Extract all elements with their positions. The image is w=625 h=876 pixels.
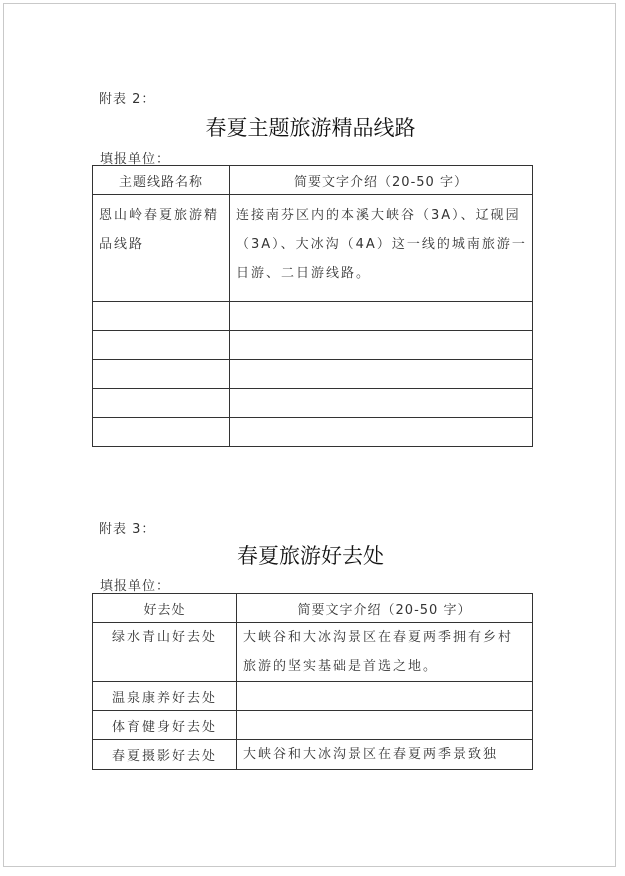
table-row-empty [93,302,533,331]
route-name-cell [93,195,230,302]
header-description: 简要文字介绍（20-50 字） [230,166,533,195]
route-name: 恩山岭春夏旅游精品线路 [99,208,220,252]
table-row [93,195,533,302]
table-row [93,623,533,682]
place-desc-cell [237,623,533,682]
table-header-row [93,166,533,195]
place-name: 体育健身好去处 [93,711,237,740]
place-name: 温泉康养好去处 [93,682,237,711]
header-place: 好去处 [93,594,237,623]
place-description: 大峡谷和大冰沟景区在春夏两季拥有乡村旅游的坚实基础是首选之地。 [243,630,514,674]
header-route-name: 主题线路名称 [93,166,230,195]
place-name: 春夏摄影好去处 [93,740,237,770]
appendix-3-label: 附表 3： [99,522,156,537]
table-row-empty [93,389,533,418]
table1-unit-label: 填报单位： [100,152,171,167]
table2-unit-label: 填报单位： [100,579,171,594]
document-page [3,3,616,867]
place-name-cell [93,623,237,682]
header-description: 简要文字介绍（20-50 字） [237,594,533,623]
place-description [237,682,533,711]
route-desc-cell [230,195,533,302]
place-name: 绿水青山好去处 [111,630,217,645]
table-row-empty [93,418,533,447]
table1-title: 春夏主题旅游精品线路 [205,116,416,140]
place-description [237,711,533,740]
route-description: 连接南芬区内的本溪大峡谷（3A）、辽砚园（3A）、大冰沟（4A）这一线的城南旅游一日游、二日游线路。 [236,208,527,281]
place-description: 大峡谷和大冰沟景区在春夏两季景致独 [243,747,499,762]
table-row [93,711,533,740]
table-row-empty [93,360,533,389]
themed-route-table [92,165,533,447]
table-row [93,740,533,770]
table-row [93,682,533,711]
place-desc-cell [237,740,533,770]
table-row-empty [93,331,533,360]
table-header-row [93,594,533,623]
good-places-table [92,593,533,770]
table2-title: 春夏旅游好去处 [237,544,384,568]
appendix-2-label: 附表 2： [99,92,156,107]
